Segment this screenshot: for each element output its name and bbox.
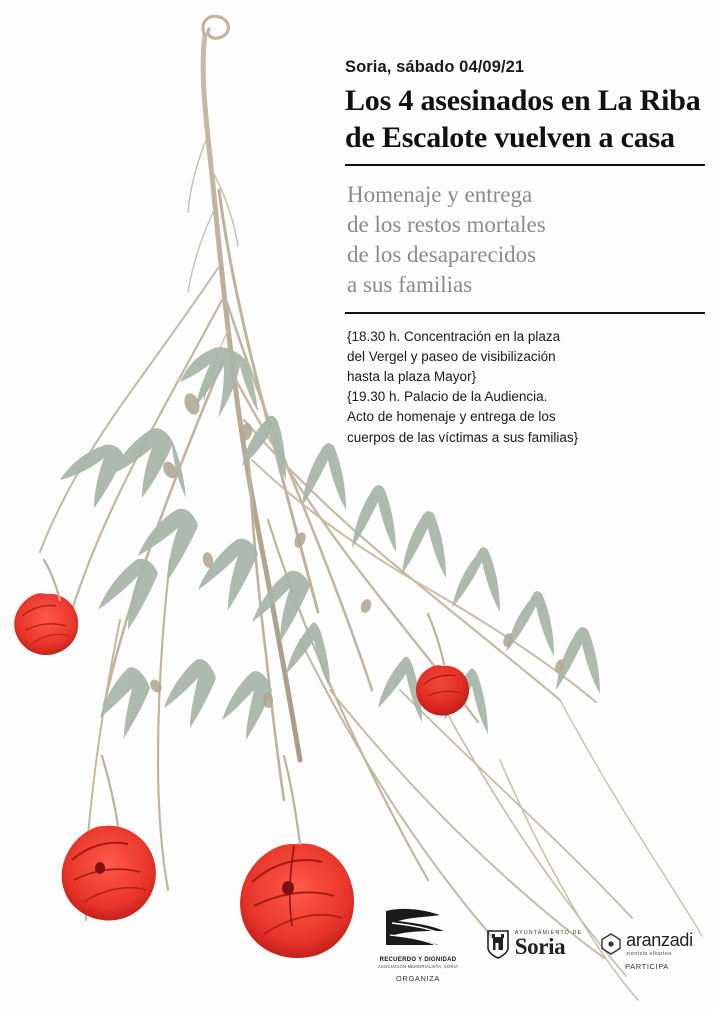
subtitle-line-1: Homenaje y entrega xyxy=(347,182,533,208)
schedule-line: {19.30 h. Palacio de la Audiencia. xyxy=(347,389,548,405)
soria-coat-of-arms-icon xyxy=(486,929,510,959)
aranzadi-mark-icon xyxy=(601,933,621,955)
aranzadi-logo-sub: zientzia elkartea xyxy=(626,951,672,957)
ayuntamiento-de-soria-logo xyxy=(480,929,588,959)
participa-caption: PARTICIPA xyxy=(625,962,669,971)
poppy-flower xyxy=(62,826,156,921)
schedule-line: Acto de homenaje y entrega de los xyxy=(347,409,556,425)
schedule-details xyxy=(345,327,705,447)
aranzadi-logo-word: aranzadi xyxy=(626,930,693,950)
subtitle xyxy=(345,180,705,314)
page-title xyxy=(345,83,705,166)
organiza-caption: ORGANIZA xyxy=(396,974,440,983)
subtitle-line-2: de los restos mortales xyxy=(347,212,546,238)
poppy-flower xyxy=(240,843,354,958)
headline-line-2: de Escalote vuelven a casa xyxy=(345,120,675,154)
poster-text-block xyxy=(345,58,705,447)
poppy-flower xyxy=(14,593,78,655)
subtitle-line-4: a sus familias xyxy=(347,271,473,297)
event-date-kicker: Soria, sábado 04/09/21 xyxy=(345,58,525,76)
logo-row xyxy=(360,905,700,1000)
soria-logo-word: Soria xyxy=(514,934,566,960)
poppy-flower xyxy=(416,665,469,715)
flag-swoosh-icon xyxy=(382,905,454,949)
headline-line-1: Los 4 asesinados en La Riba xyxy=(345,84,701,117)
soria-logo-small: AYUNTAMIENTO DE xyxy=(514,930,583,937)
schedule-line: cuerpos de las víctimas a sus familias} xyxy=(347,429,579,445)
schedule-line: del Vergel y paseo de visibilización xyxy=(347,348,556,364)
aranzadi-logo xyxy=(592,931,702,971)
recuerdo-logo-name: RECUERDO Y DIGNIDAD xyxy=(379,957,457,963)
schedule-line: hasta la plaza Mayor} xyxy=(347,369,477,385)
subtitle-line-3: de los desaparecidos xyxy=(347,241,537,267)
recuerdo-logo-sub: ASOCIACIÓN MEMORIALISTA, SORIA xyxy=(377,964,459,969)
recuerdo-y-dignidad-logo xyxy=(366,905,470,983)
schedule-line: {18.30 h. Concentración en la plaza xyxy=(347,328,561,344)
